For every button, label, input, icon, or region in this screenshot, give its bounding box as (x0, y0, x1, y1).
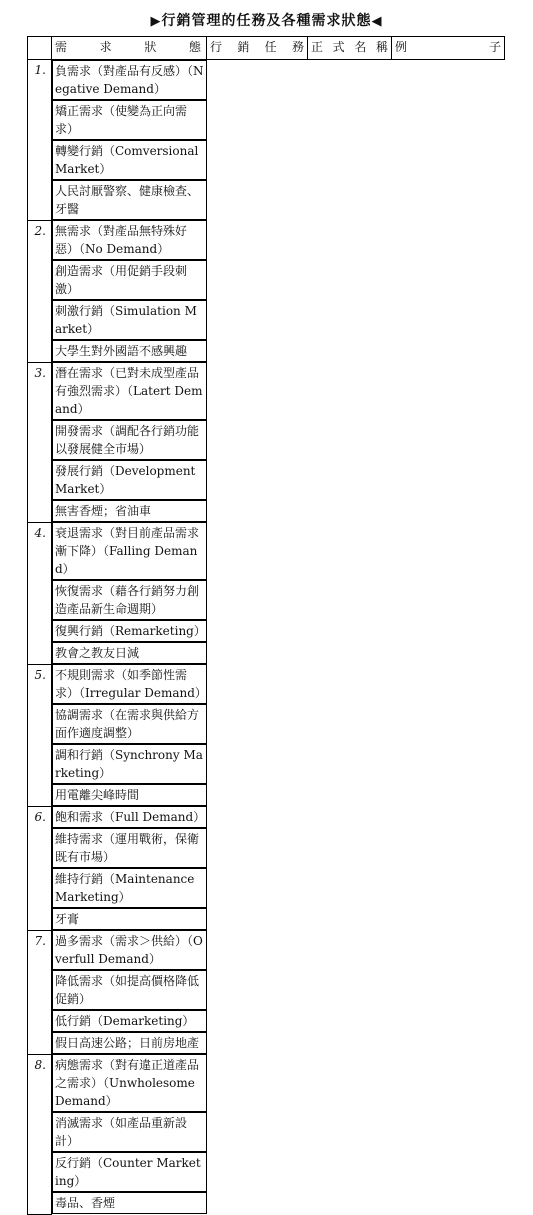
example-cell: 毒品、香煙 (52, 1192, 207, 1214)
row-number: 5. (28, 664, 52, 806)
row-number: 8. (28, 1054, 52, 1214)
header-num-cell (28, 37, 52, 60)
table-row (28, 1054, 505, 1214)
table-header-row (28, 37, 505, 60)
need-state-cell: 病態需求（對有違正道產品之需求）（Unwholesome Demand） (52, 1054, 207, 1112)
formal-name-cell: 低行銷（Demarketing） (52, 1010, 207, 1032)
example-cell: 無害香煙；省油車 (52, 500, 207, 522)
table-row (28, 930, 505, 1054)
header-marketing-task: 行 銷 任 務 (207, 37, 308, 60)
example-cell: 大學生對外國語不感興趣 (52, 340, 207, 362)
formal-name-cell: 復興行銷（Remarketing） (52, 620, 207, 642)
formal-name-cell: 維持行銷（Maintenance Marketing） (52, 868, 207, 908)
marketing-task-cell: 矯正需求（使變為正向需求） (52, 100, 207, 140)
document-title (0, 10, 533, 30)
table-row (28, 806, 505, 930)
marketing-task-cell: 維持需求（運用戰術，保衛既有市場） (52, 828, 207, 868)
marketing-demand-table (27, 36, 505, 1215)
marketing-task-cell: 開發需求（調配各行銷功能以發展健全市場） (52, 420, 207, 460)
marketing-task-cell: 降低需求（如提高價格降低促銷） (52, 970, 207, 1010)
row-number: 2. (28, 220, 52, 362)
table-row (28, 664, 505, 806)
table-row (28, 60, 505, 221)
need-state-cell: 負需求（對產品有反感）（Negative Demand） (52, 60, 207, 100)
header-example: 例 子 (392, 37, 505, 60)
need-state-cell: 不規則需求（如季節性需求）（Irregular Demand） (52, 664, 207, 704)
example-cell: 用電離尖峰時間 (52, 784, 207, 806)
formal-name-cell: 轉變行銷（Comversional Market） (52, 140, 207, 180)
table-row (28, 362, 505, 522)
table-row (28, 220, 505, 362)
need-state-cell: 飽和需求（Full Demand） (52, 806, 207, 828)
marketing-task-cell: 協調需求（在需求與供給方面作適度調整） (52, 704, 207, 744)
left-triangle-marker: ◀ (371, 14, 383, 29)
need-state-cell: 衰退需求（對目前產品需求漸下降）（Falling Demand） (52, 522, 207, 580)
marketing-task-cell: 消滅需求（如產品重新設計） (52, 1112, 207, 1152)
right-triangle-marker: ▶ (150, 14, 162, 29)
example-cell: 牙膏 (52, 908, 207, 930)
row-number: 6. (28, 806, 52, 930)
need-state-cell: 無需求（對產品無特殊好惡）（No Demand） (52, 220, 207, 260)
formal-name-cell: 反行銷（Counter Marketing） (52, 1152, 207, 1192)
title-text: 行銷管理的任務及各種需求狀態 (161, 13, 372, 29)
formal-name-cell: 發展行銷（Development Market） (52, 460, 207, 500)
header-need-state: 需 求 狀 態 (52, 37, 207, 60)
example-cell: 人民討厭警察、健康檢查、牙醫 (52, 180, 207, 220)
example-cell: 教會之教友日減 (52, 642, 207, 664)
need-state-cell: 過多需求（需求＞供給）（Overfull Demand） (52, 930, 207, 970)
formal-name-cell: 調和行銷（Synchrony Marketing） (52, 744, 207, 784)
row-number: 1. (28, 60, 52, 221)
row-number: 3. (28, 362, 52, 522)
table-row (28, 522, 505, 664)
marketing-task-cell: 創造需求（用促銷手段刺激） (52, 260, 207, 300)
header-formal-name: 正 式 名 稱 (308, 37, 392, 60)
row-number: 7. (28, 930, 52, 1054)
need-state-cell: 潛在需求（已對未成型產品有強烈需求）（Latert Demand） (52, 362, 207, 420)
formal-name-cell: 刺激行銷（Simulation Market） (52, 300, 207, 340)
row-number: 4. (28, 522, 52, 664)
example-cell: 假日高速公路；日前房地產 (52, 1032, 207, 1054)
marketing-task-cell: 恢復需求（藉各行銷努力創造產品新生命週期） (52, 580, 207, 620)
